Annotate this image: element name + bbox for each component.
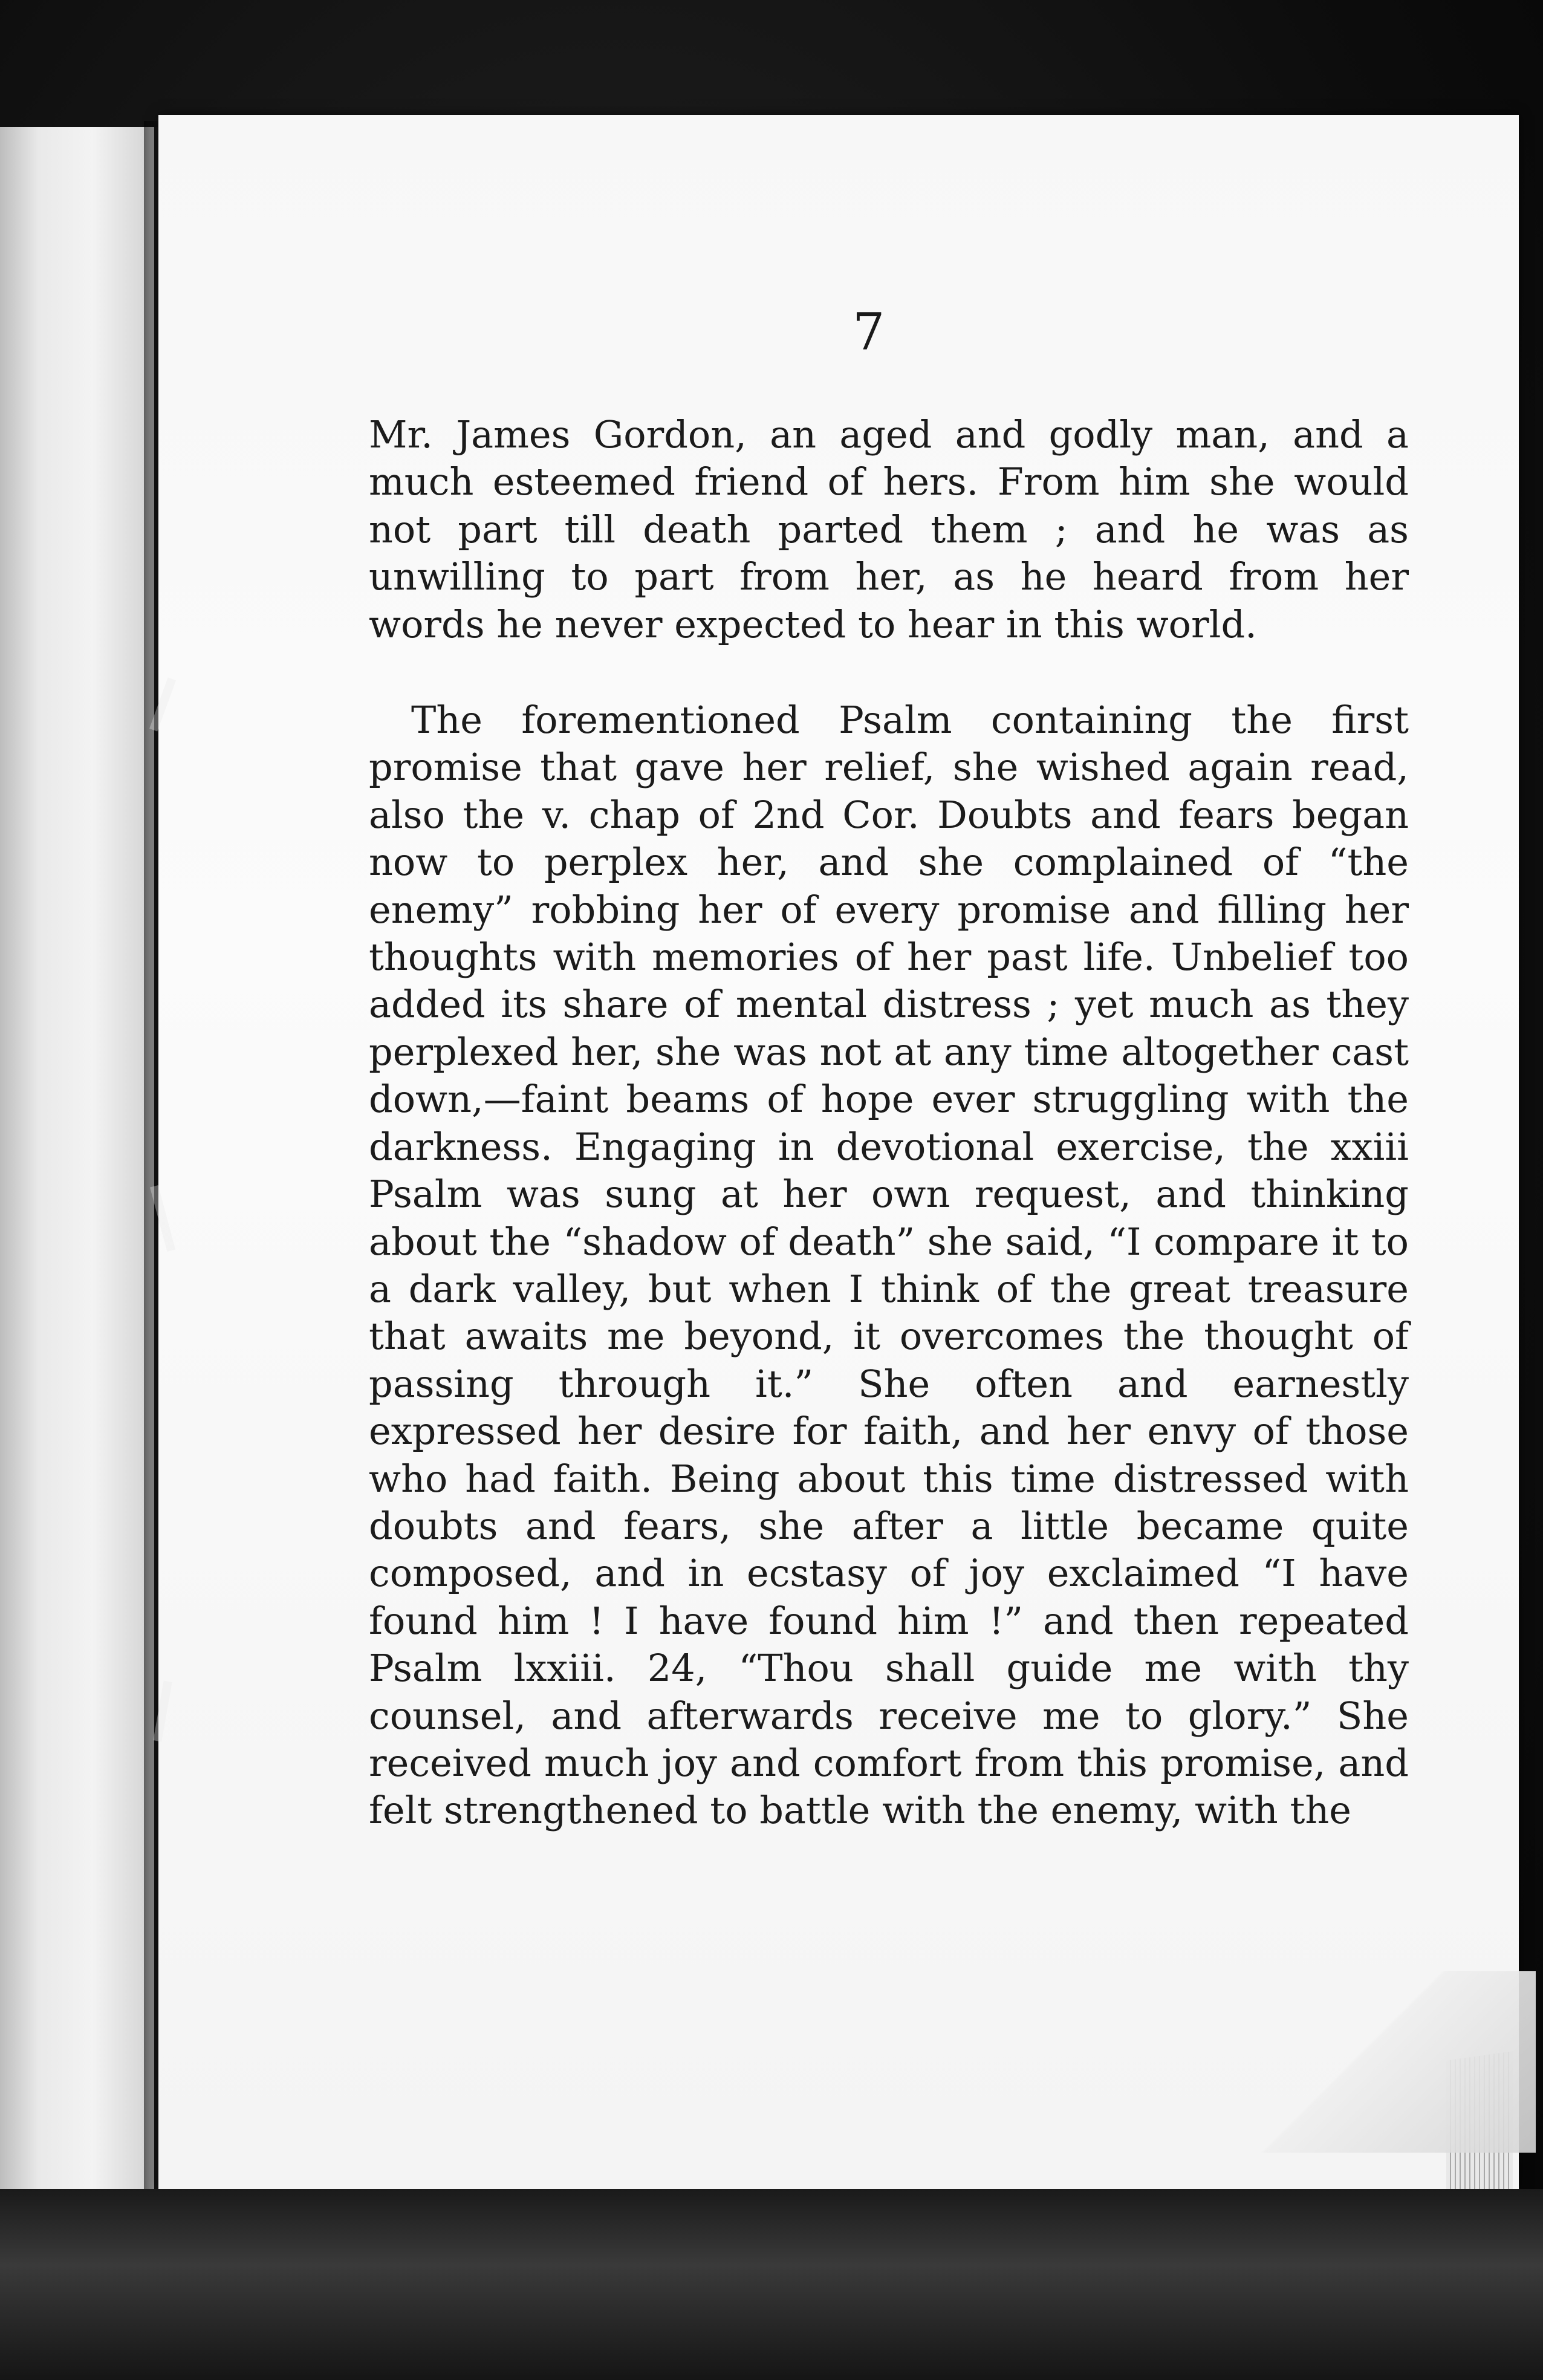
paragraph-1: Mr. James Gordon, an aged and godly man, and a much esteemed friend of hers. From him she would not part till death parted them ; and he was as unwilling to part from her, as he heard from her words he never expected to hear in this world. [369, 412, 1409, 646]
paragraph-2: The forementioned Psalm containing the first promise that gave her relief, she wished again read, also the v. chap of 2nd Cor. Doubts and fears began now to perplex her, and she complained of “the enemy” robbing her of every promise and filling her thoughts with memories of her past life. Unbelief too added its share of mental distress ; yet much as they perplexed her, she was not at any time altogether cast down,—faint beams of hope ever struggling with the darkness. Engaging in devotional exercise, the xxiii Psalm was sung at her own request, and thinking about the “shadow of death” she said, “I compare it to a dark valley, but when I think of the great treasure that awaits me beyond, it overcomes the thought of passing through it.” She often and earnestly expressed her desire for faith, and her envy of those who had faith. Being about this time distressed with doubts and fears, she after a little became quite composed, and in ecstasy of joy exclaimed “I have found him ! I have found him !” and then repeated Psalm lxxiii. 24, “Thou shall guide me with thy counsel, and afterwards receive me to glory.” She received much joy and comfort from this promise, and felt strengthened to battle with the enemy, with the [369, 698, 1409, 1833]
folded-page-corner [1258, 1971, 1536, 2153]
scan-bottom-background [0, 2189, 1543, 2380]
left-facing-page-edge [0, 127, 158, 2201]
body-text [369, 411, 1409, 1835]
page-number: 7 [853, 302, 885, 362]
